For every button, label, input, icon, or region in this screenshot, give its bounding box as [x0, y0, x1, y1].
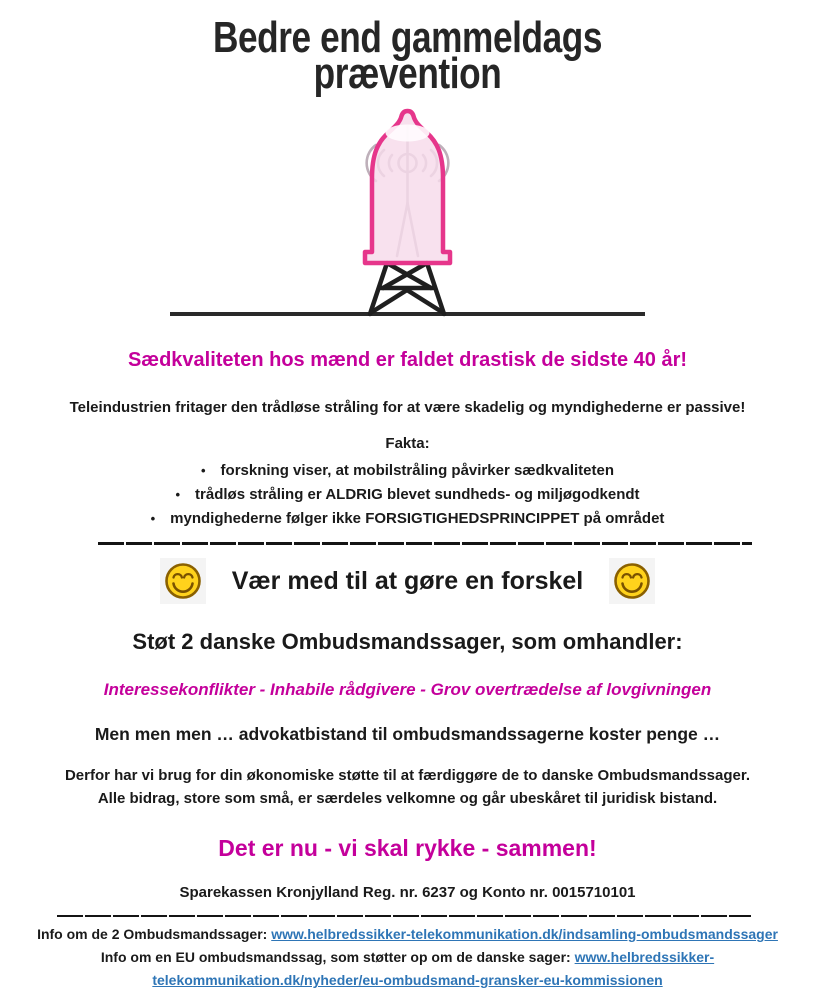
page-title-line2: prævention — [313, 49, 502, 98]
footer-line1-label: Info om de 2 Ombudsmandssager: — [37, 926, 272, 942]
donation-ask-line2: Alle bidrag, store som små, er særdeles velkomne og går ubeskåret til juridisk bistand. — [97, 790, 718, 807]
urgency-line: Det er nu - vi skal rykke - sammen! — [218, 835, 597, 861]
smiley-face-icon — [160, 558, 206, 604]
fact-item — [0, 459, 815, 483]
fact-text: trådløs stråling er ALDRIG blevet sundheds- og miljøgodkendt — [195, 486, 640, 503]
fact-text: myndighederne følger ikke FORSIGTIGHEDSPRINCIPPET på området — [170, 510, 665, 527]
subheadline: Teleindustrien fritager den trådløse stråling for at være skadelig og myndighederne er passive! — [69, 399, 746, 416]
facts-list — [0, 459, 815, 531]
cost-line: Men men men … advokatbistand til ombudsmandssagerne koster penge … — [94, 724, 721, 744]
separator-line — [57, 915, 751, 917]
fact-item — [0, 507, 815, 531]
donation-ask-line1: Derfor har vi brug for din økonomiske støtte til at færdiggøre de to danske Ombudsmandssager. — [64, 767, 751, 784]
headline: Sædkvaliteten hos mænd er faldet drastisk de sidste 40 år! — [127, 349, 688, 371]
bullet-icon: • — [150, 511, 156, 526]
page-title — [0, 13, 815, 98]
cta-heading: Vær med til at gøre en forskel — [231, 566, 584, 595]
fact-item — [0, 483, 815, 507]
lattice-tower — [370, 263, 444, 314]
eu-ombudsmand-link-part1: www.helbredssikker- — [574, 949, 715, 965]
separator-line — [98, 542, 752, 545]
bank-account-line: Sparekassen Kronjylland Reg. nr. 6237 og Konto nr. 0015710101 — [179, 884, 636, 901]
eu-ombudsmand-link-part2: telekommunikation.dk/nyheder/eu-ombudsmand-gransker-eu-kommissionen — [152, 972, 663, 988]
facts-label: Fakta: — [385, 435, 430, 452]
condom-cell-tower-illustration — [120, 106, 695, 321]
page-title-line1: Bedre end gammeldags — [212, 13, 603, 62]
fact-text: forskning viser, at mobilstråling påvirker sædkvaliteten — [220, 462, 615, 479]
footer-info — [0, 923, 815, 992]
footer-line2-label: Info om en EU ombudsmandssag, som støtter op om de danske sager: — [100, 949, 575, 965]
donation-ask — [0, 764, 815, 810]
bullet-icon: • — [175, 487, 181, 502]
condom-highlight — [386, 125, 430, 142]
support-heading: Støt 2 danske Ombudsmandssager, som omhandler: — [132, 629, 683, 654]
issues-line: Interessekonflikter - Inhabile rådgivere - Grov overtrædelse af lovgivningen — [103, 680, 712, 699]
smiley-face-icon — [609, 558, 655, 604]
footer-line2 — [0, 946, 815, 992]
cta-heading-row — [0, 558, 815, 604]
bullet-icon: • — [200, 463, 206, 478]
ombudsmand-cases-link[interactable]: www.helbredssikker-telekommunikation.dk/indsamling-ombudsmandssager — [271, 926, 778, 942]
footer-line1 — [0, 923, 815, 946]
